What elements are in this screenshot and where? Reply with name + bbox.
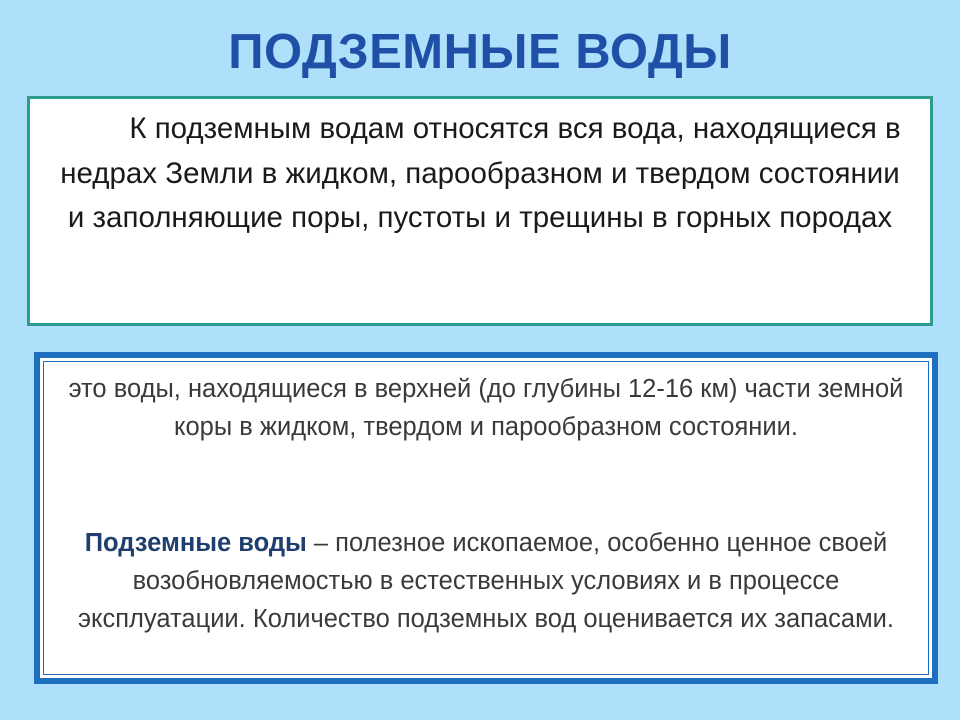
info-box [34,352,938,684]
importance-text: – полезное ископаемое, особенно ценное своей возобновляемостью в естественных условиях и в процессе эксплуатации. Количество подземных вод оценивается их запасами. [78,529,894,633]
importance-term: Подземные воды [84,529,307,557]
slide-title: ПОДЗЕМНЫЕ ВОДЫ [228,25,732,79]
description-text: это воды, находящиеся в верхней (до глубины 12-16 км) части земной коры в жидком, твердом и парообразном состоянии. [68,375,904,441]
definition-text: К подземным водам относятся вся вода, находящиеся в недрах Земли в жидком, парообразном и твердом состоянии и заполняющие поры, пустоты и трещины в горных породах [60,112,901,234]
definition-box [27,96,933,326]
importance-paragraph [60,524,912,638]
